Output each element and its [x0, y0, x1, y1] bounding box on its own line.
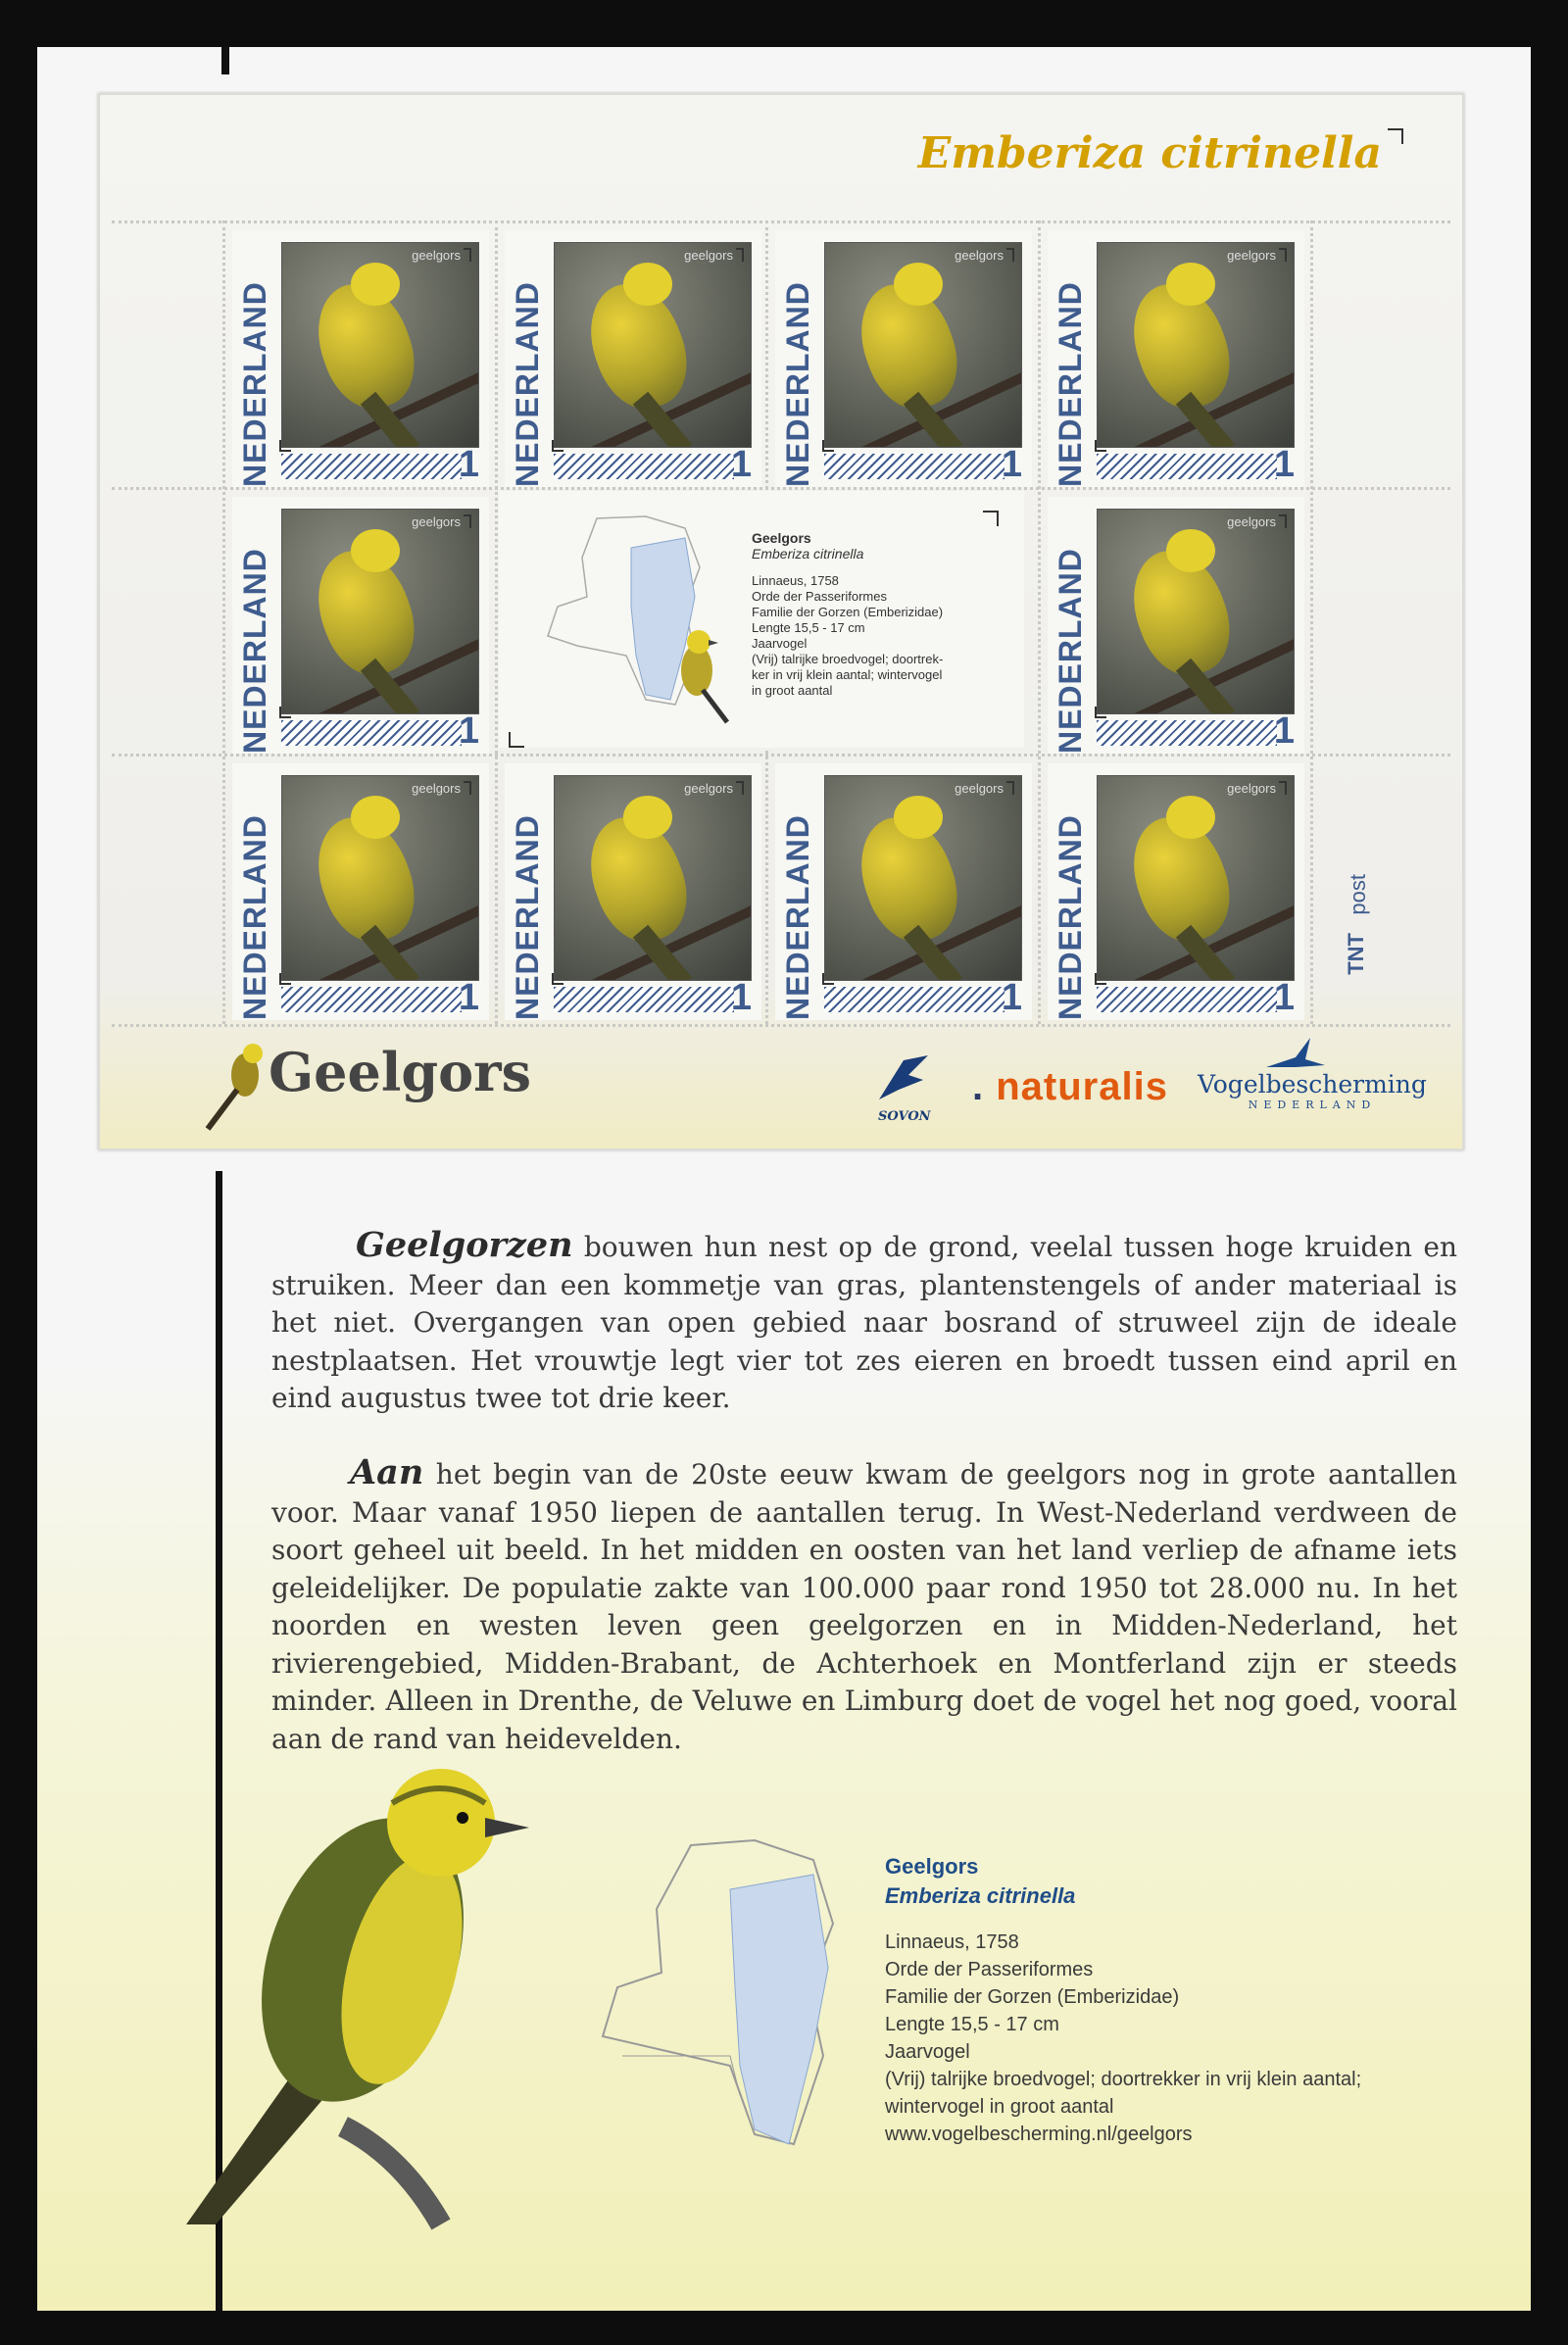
perforation — [112, 220, 1450, 223]
info-line: Familie der Gorzen (Emberizidae) — [752, 605, 944, 619]
perforation — [112, 1024, 1450, 1027]
stamp-stripe — [824, 987, 1004, 1012]
stamp — [232, 763, 489, 1020]
bird-illustration — [673, 626, 732, 724]
info-line: www.vogelbescherming.nl/geelgors — [885, 2124, 1193, 2145]
vogelbescherming-logo: Vogelbescherming NEDERLAND — [1198, 1070, 1427, 1111]
stamp-stripe — [281, 454, 462, 479]
species-caption — [885, 1852, 1361, 2148]
info-line: Jaarvogel — [885, 2041, 970, 2063]
info-line: Lengte 15,5 - 17 cm — [752, 620, 865, 635]
info-line: Linnaeus, 1758 — [885, 1931, 1019, 1953]
info-name: Geelgors — [752, 530, 811, 546]
stamp-label: geelgors — [412, 514, 471, 529]
perforation — [112, 487, 1450, 490]
stamp-country: NEDERLAND — [780, 814, 815, 1020]
sovon-logo: SOVON — [874, 1050, 933, 1129]
stamp-country: NEDERLAND — [1053, 281, 1088, 487]
perforation — [112, 754, 1450, 757]
naturalis-logo: . naturalis — [972, 1065, 1168, 1108]
yellowhammer-illustration — [147, 1764, 559, 2234]
info-line: Linnaeus, 1758 — [752, 573, 839, 588]
paragraph-1: Geelgorzen bouwen hun nest op de grond, veelal tussen hoge kruiden en struiken. Meer dan een kommetje van gras, plantenstengels of ander materiaal is het niet. Overgangen van open gebied naar bosrand of struweel zijn de ideale nestplaatsen. Het vrouwtje legt vier tot zes eieren en broedt tussen eind april en eind augustus twee tot drie keer. — [271, 1225, 1457, 1414]
stamp — [232, 497, 489, 754]
stamp-label: geelgors — [1227, 781, 1287, 796]
info-line: Familie der Gorzen (Emberizidae) — [885, 1986, 1180, 2008]
stamp-stripe — [1097, 454, 1277, 479]
stamp-picture — [281, 775, 479, 981]
geelgors-bird-icon — [198, 1036, 276, 1134]
stamp-picture — [824, 242, 1022, 448]
info-line: in groot aantal — [752, 683, 833, 698]
stamp-value: 1 — [1001, 444, 1022, 485]
perforation — [495, 220, 498, 1024]
stamp-country: NEDERLAND — [1053, 814, 1088, 1020]
stamp-value: 1 — [458, 444, 479, 485]
binder-line — [221, 47, 229, 74]
info-line: (Vrij) talrijke broedvogel; doortrekker in vrij klein aantal; — [885, 2069, 1362, 2090]
tnt-logo: TNT — [1344, 933, 1368, 975]
sheet-name: Geelgors — [269, 1041, 531, 1103]
info-line: ker in vrij klein aantal; wintervogel — [752, 667, 943, 682]
stamp-sheet — [98, 93, 1464, 1150]
post-word: post — [1346, 874, 1370, 915]
stamp-stripe — [281, 987, 462, 1012]
paragraph-2: Aan het begin van de 20ste eeuw kwam de geelgors nog in grote aantallen voor. Maar vanaf 1950 liepen de aantallen terug. In West-Nederland verdween de soort geheel uit beeld. In het midden en oosten van het land verliep de afname iets geleidelijker. De populatie zakte van 100.000 paar rond 1950 tot 28.000 nu. In het noorden en westen leven geen geelgorzen en in Midden-Nederland, het rivierengebied, Midden-Brabant, de Achterhoek en Montferland zijn er steeds minder. Alleen in Drenthe, de Veluwe en Limburg doet de vogel het nog goed, vooral aan de rand van heidevelden. — [271, 1452, 1457, 1755]
info-line: Orde der Passeriformes — [752, 589, 887, 604]
stamp-country: NEDERLAND — [780, 281, 815, 487]
stamp-label: geelgors — [955, 248, 1014, 263]
stamp-value: 1 — [730, 977, 752, 1018]
stamp-label: geelgors — [955, 781, 1014, 796]
stamp-country: NEDERLAND — [1053, 548, 1088, 754]
stamp — [505, 763, 761, 1020]
stamp-value: 1 — [458, 710, 479, 752]
stamp-country: NEDERLAND — [237, 548, 272, 754]
stamp-value: 1 — [1273, 977, 1295, 1018]
stamp-country: NEDERLAND — [510, 814, 545, 1020]
stamp-value: 1 — [1001, 977, 1022, 1018]
stamp-country: NEDERLAND — [237, 281, 272, 487]
stamp-stripe — [554, 454, 734, 479]
stamp-value: 1 — [730, 444, 752, 485]
stamp-stripe — [1097, 720, 1277, 746]
stamp-picture — [1097, 242, 1295, 448]
stamp-value: 1 — [458, 977, 479, 1018]
stamp-label: geelgors — [1227, 248, 1287, 263]
info-line: Orde der Passeriformes — [885, 1959, 1094, 1980]
caption-name: Geelgors — [885, 1854, 979, 1879]
stamp — [775, 763, 1032, 1020]
caption-latin: Emberiza citrinella — [885, 1883, 1076, 1908]
info-latin: Emberiza citrinella — [752, 546, 864, 562]
stamp-picture — [554, 242, 752, 448]
info-line: Lengte 15,5 - 17 cm — [885, 2014, 1059, 2035]
postal-mark — [1340, 874, 1379, 1070]
stamp-country: NEDERLAND — [237, 814, 272, 1020]
stamp-label: geelgors — [684, 248, 744, 263]
stamp-picture — [281, 509, 479, 714]
stamp-picture — [824, 775, 1022, 981]
stamp — [505, 230, 761, 487]
stamp — [1048, 230, 1304, 487]
stamp — [1048, 497, 1304, 754]
info-line: Jaarvogel — [752, 636, 808, 651]
stamp-label: geelgors — [684, 781, 744, 796]
stamp — [232, 230, 489, 487]
stamp-picture — [554, 775, 752, 981]
stamp-stripe — [1097, 987, 1277, 1012]
stamp-picture — [1097, 509, 1295, 714]
stamp-stripe — [281, 720, 462, 746]
stamp-picture — [281, 242, 479, 448]
stamp-value: 1 — [1273, 710, 1295, 752]
stamp-country: NEDERLAND — [510, 281, 545, 487]
stamp-stripe — [554, 987, 734, 1012]
stamp-label: geelgors — [412, 781, 471, 796]
stamp-label: geelgors — [1227, 514, 1287, 529]
info-line: (Vrij) talrijke broedvogel; doortrek- — [752, 652, 944, 666]
stamp-value: 1 — [1273, 444, 1295, 485]
sheet-title: Emberiza citrinella — [918, 128, 1403, 178]
stamp-picture — [1097, 775, 1295, 981]
stamp-stripe — [824, 454, 1004, 479]
info-line: wintervogel in groot aantal — [885, 2096, 1114, 2118]
sheet-info-panel — [499, 491, 1024, 748]
perforation — [1310, 220, 1313, 1024]
perforation — [222, 220, 225, 1024]
distribution-map — [583, 1831, 848, 2164]
stamp — [775, 230, 1032, 487]
stamp — [1048, 763, 1304, 1020]
stamp-label: geelgors — [412, 248, 471, 263]
perforation — [1038, 220, 1041, 1024]
